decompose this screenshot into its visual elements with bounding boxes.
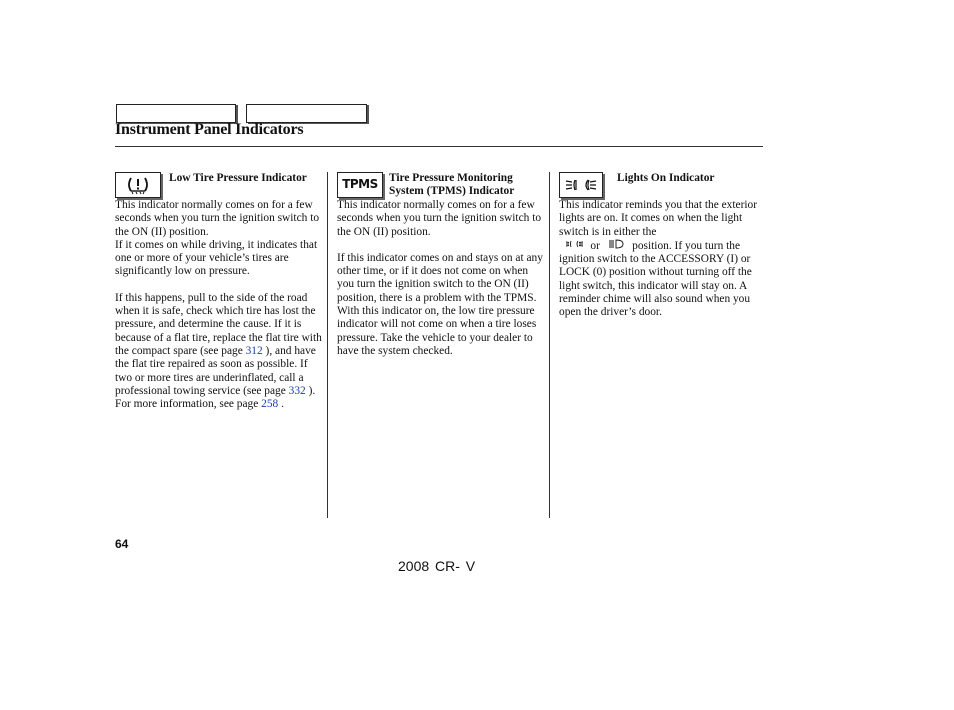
page-link-332[interactable]: 332: [288, 384, 306, 397]
tpms-heading: Tire Pressure Monitoring System (TPMS) Indicator: [389, 172, 515, 197]
parking-lights-icon: [565, 239, 585, 253]
lights-on-icon: [559, 172, 603, 198]
tpms-paragraph-1: This indicator normally comes on for a few seconds when you turn the ignition switch to the ON (II) position.: [337, 199, 542, 238]
page-number: 64: [115, 537, 129, 551]
low-tire-pressure-paragraph-3: If this happens, pull to the side of the road when it is safe, check which tire has lost the pressure, and determine the cause. If it is because of a flat tire, replace the flat tire with the compact spare (see page 312 ), and have the flat tire repaired as soon as possible. If two or more tires are underinflated, call a professional towing service (see page 332 ). For more information, see page 258 .: [115, 291, 322, 411]
low-tire-pressure-paragraph-2: If it comes on while driving, it indicates that one or more of your vehicle’s tires are significantly low on pressure.: [115, 238, 318, 278]
page-link-258[interactable]: 258: [261, 398, 279, 411]
lights-on-paragraph: This indicator reminds you that the exterior lights are on. It comes on when the light switch is in either the or position. If you turn the ignition switch to the ACCESSORY (I) or LOCK (0) position without turning off the light switch, this indicator will stay on. A reminder chime will also sound when you open the driver’s door.: [559, 199, 758, 319]
tpms-paragraph-2: If this indicator comes on and stays on at any other time, or if it does not come on when you turn the ignition switch to the ON (II) position, there is a problem with the TPMS. With this indicator on, the low tire pressure indicator will not come on when a tire loses pressure. Take the vehicle to your dealer to have the system checked.: [337, 251, 543, 357]
lights-on-heading: Lights On Indicator: [617, 172, 715, 184]
page-title: Instrument Panel Indicators: [115, 121, 304, 138]
tpms-section: [337, 172, 545, 358]
low-tire-pressure-heading: Low Tire Pressure Indicator: [169, 172, 307, 184]
low-tire-pressure-icon: [115, 172, 161, 198]
footer-model-year: 2008 CR- V: [398, 558, 476, 574]
column-divider-1: [327, 172, 328, 518]
tpms-icon: TPMS: [337, 172, 383, 198]
title-divider: [115, 146, 763, 147]
lights-on-section: [559, 172, 767, 320]
headlights-icon: [608, 239, 626, 253]
low-tire-pressure-section: [115, 172, 323, 411]
column-divider-2: [549, 172, 550, 518]
page-link-312[interactable]: 312: [245, 344, 263, 357]
low-tire-pressure-paragraph-1: This indicator normally comes on for a few seconds when you turn the ignition switch to the ON (II) position.: [115, 199, 320, 238]
